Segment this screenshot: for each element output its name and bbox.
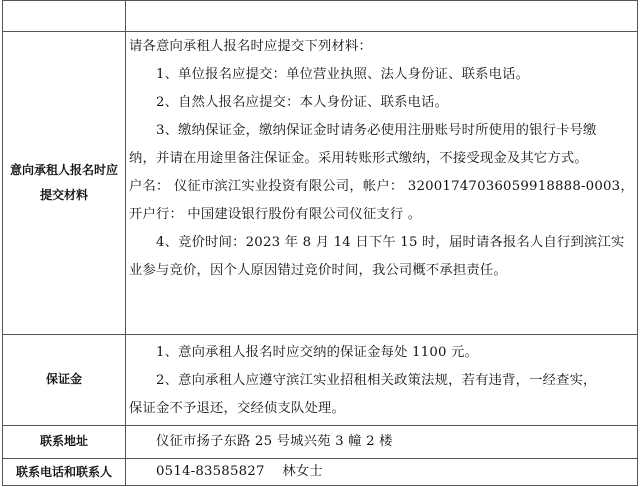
materials-content [129,33,634,285]
deposit-label: 保证金 [45,372,82,386]
materials-line: 户名： 仪征市滨江实业投资有限公司，帐户： 32001747036059918888-0003， [129,179,634,194]
deposit-label-cell [3,334,125,425]
materials-line: 纳，并请在用途里备注保证金。采用转账形式缴纳，不接受现金及其它方式。 [129,151,588,166]
materials-label: 意向承租人报名时应提交材料 [9,162,118,202]
address-label: 联系地址 [39,434,88,448]
contact-label: 联系电话和联系人 [15,465,112,479]
column-divider [125,1,126,485]
address-content [129,428,631,456]
address-label-cell [3,425,125,458]
materials-label-cell [3,31,125,334]
materials-line: 4、竞价时间：2023 年 8 月 14 日下午 15 时，届时请各报名人自行到滨江实 [156,235,625,250]
materials-line: 业参与竞价，因个人原因错过竞价时间，我公司概不承担责任。 [129,263,507,278]
materials-line: 开户行： 中国建设银行股份有限公司仪征支行 。 [129,207,422,222]
address-value: 仪征市扬子东路 25 号城兴苑 3 幢 2 楼 [156,434,393,449]
materials-line: 请各意向承租人报名时应提交下列材料： [129,39,372,54]
deposit-content [129,339,631,423]
materials-line: 2、自然人报名应提交：本人身份证、联系电话。 [156,95,449,110]
deposit-line: 2、意向承租人应遵守滨江实业招租相关政策法规，若有违背，一经查实， [156,373,597,388]
deposit-line: 保证金不予退还，交经侦支队处理。 [129,401,345,416]
deposit-line: 1、意向承租人报名时应交纳的保证金每处 1100 元。 [156,345,479,360]
contact-content [129,458,631,486]
materials-line: 1、单位报名应提交：单位营业执照、法人身份证、联系电话。 [156,67,530,82]
contact-value: 0514-83585827 林女士 [156,464,323,479]
contact-label-cell [3,458,125,487]
requirements-table [2,0,638,486]
materials-line: 3、缴纳保证金，缴纳保证金时请务必使用注册账号时所使用的银行卡号缴 [156,123,597,138]
